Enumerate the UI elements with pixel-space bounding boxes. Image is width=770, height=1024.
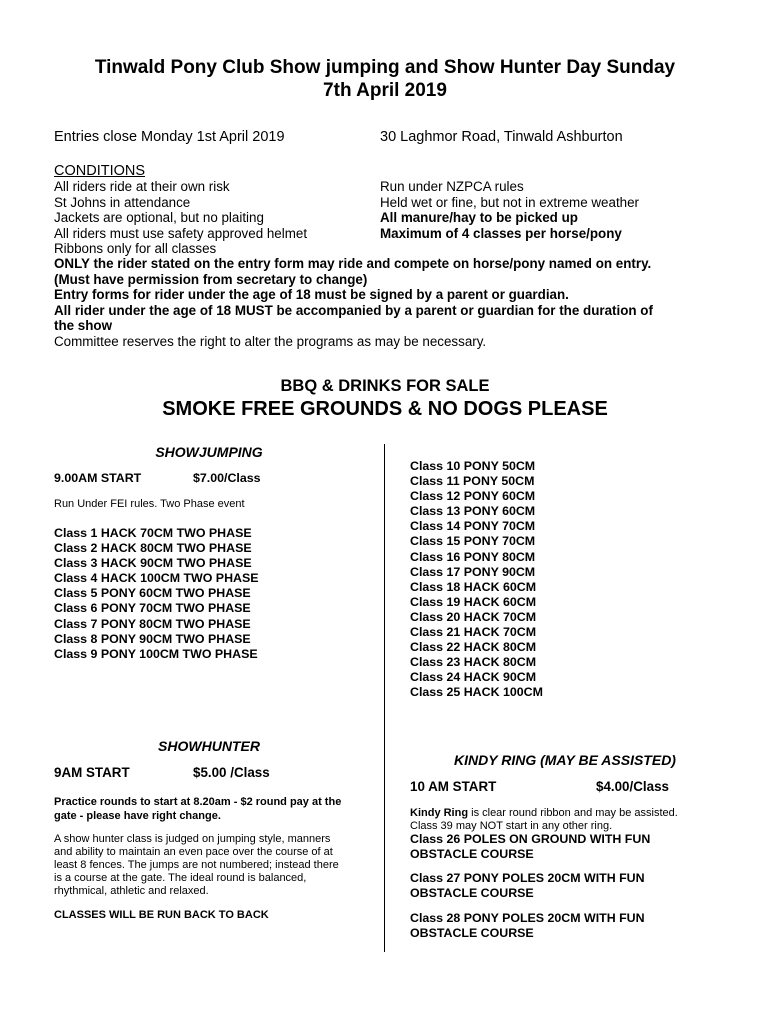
condition-item: All riders must use safety approved helmet (54, 225, 308, 241)
class-item: Class 15 PONY 70CM (410, 534, 536, 549)
description-line: A show hunter class is judged on jumping style, manners (54, 833, 331, 845)
kindy-start: 10 AM START (410, 779, 497, 794)
class-item: Class 22 HACK 80CM (410, 640, 537, 655)
bold-note: the show (54, 318, 113, 333)
class-item: Class 17 PONY 90CM (410, 564, 536, 579)
class-item-continued: OBSTACLE COURSE (410, 926, 534, 941)
class-item: Class 8 PONY 90CM TWO PHASE (54, 631, 251, 646)
class-item: Class 28 PONY POLES 20CM WITH FUN (410, 911, 645, 925)
showjumping-classes-left (54, 526, 259, 662)
kindy-class-27 (410, 871, 645, 901)
conditions-heading: CONDITIONS (54, 163, 146, 179)
class-item: Class 12 PONY 60CM (410, 489, 536, 504)
class-item: Class 9 PONY 100CM TWO PHASE (54, 646, 258, 661)
condition-item: Held wet or fine, but not in extreme weather (380, 194, 640, 210)
conditions-right-list (380, 179, 639, 241)
bold-note: All rider under the age of 18 MUST be accompanied by a parent or guardian for the duration of (54, 302, 653, 318)
description-line: is a course at the gate. The ideal round is balanced, (54, 872, 307, 884)
title-line-2: 7th April 2019 (323, 80, 447, 101)
showhunter-price: $5.00 /Class (193, 765, 270, 780)
class-item: Class 20 HACK 70CM (410, 609, 537, 624)
description-line: and ability to maintain an even pace over the course of at (54, 846, 333, 858)
bold-note: Entry forms for rider under the age of 18 must be signed by a parent or guardian. (54, 287, 569, 302)
showjumping-start: 9.00AM START (54, 471, 142, 485)
class-item: Class 19 HACK 60CM (410, 594, 537, 609)
kindy-note-bold: Kindy Ring (410, 807, 469, 819)
class-item-continued: OBSTACLE COURSE (410, 886, 534, 901)
description-line: rhythmical, athletic and relaxed. (54, 885, 209, 897)
class-item: Class 1 HACK 70CM TWO PHASE (54, 526, 252, 540)
condition-item: Jackets are optional, but no plaiting (54, 210, 264, 225)
class-item: Class 25 HACK 100CM (410, 685, 543, 700)
kindy-class-26 (410, 832, 650, 862)
class-item: Class 16 PONY 80CM (410, 549, 536, 564)
kindy-heading: KINDY RING (MAY BE ASSISTED) (454, 752, 676, 768)
class-item: Class 3 HACK 90CM TWO PHASE (54, 556, 252, 571)
title-line-1: Tinwald Pony Club Show jumping and Show Hunter Day Sunday (94, 57, 676, 78)
practice-line: gate - please have right change. (54, 810, 221, 822)
back-to-back-note: CLASSES WILL BE RUN BACK TO BACK (54, 909, 269, 921)
class-item: Class 18 HACK 60CM (410, 579, 537, 594)
condition-item: All riders ride at their own risk (54, 179, 230, 194)
showhunter-start: 9AM START (54, 765, 130, 780)
condition-item: St Johns in attendance (54, 194, 191, 210)
bbq-banner: BBQ & DRINKS FOR SALE (280, 377, 490, 395)
conditions-left-list (54, 179, 307, 257)
class-item: Class 10 PONY 50CM (410, 459, 536, 473)
condition-item: All manure/hay to be picked up (380, 210, 578, 225)
kindy-class-28 (410, 911, 645, 941)
address: 30 Laghmor Road, Tinwald Ashburton (380, 129, 623, 145)
class-item: Class 2 HACK 80CM TWO PHASE (54, 541, 252, 556)
class-item: Class 11 PONY 50CM (410, 474, 535, 489)
class-item: Class 5 PONY 60CM TWO PHASE (54, 586, 251, 601)
showjumping-price: $7.00/Class (193, 471, 261, 485)
practice-line: Practice rounds to start at 8.20am - $2 round pay at the (54, 796, 342, 808)
description-line: least 8 fences. The jumps are not numbered; instead there (54, 859, 339, 871)
class-item: Class 21 HACK 70CM (410, 625, 537, 640)
class-item: Class 23 HACK 80CM (410, 655, 537, 670)
condition-item: Maximum of 4 classes per horse/pony (380, 225, 622, 241)
entries-close: Entries close Monday 1st April 2019 (54, 129, 285, 145)
showhunter-description (54, 833, 339, 898)
showhunter-heading: SHOWHUNTER (158, 738, 260, 754)
showjumping-heading: SHOWJUMPING (155, 444, 263, 460)
kindy-note-line2: Class 39 may NOT start in any other ring. (410, 820, 613, 832)
condition-item: Ribbons only for all classes (54, 241, 217, 256)
showjumping-rules: Run Under FEI rules. Two Phase event (54, 498, 245, 510)
class-item: Class 7 PONY 80CM TWO PHASE (54, 616, 251, 631)
showhunter-practice-note (54, 795, 341, 823)
class-item: Class 4 HACK 100CM TWO PHASE (54, 571, 259, 586)
smoke-free-banner: SMOKE FREE GROUNDS & NO DOGS PLEASE (162, 398, 608, 420)
class-item-continued: OBSTACLE COURSE (410, 847, 534, 862)
class-item: Class 24 HACK 90CM (410, 670, 537, 685)
page-title (40, 56, 730, 102)
showjumping-classes-right (410, 459, 543, 701)
bold-note: ONLY the rider stated on the entry form may ride and compete on horse/pony named on entry. (54, 256, 652, 271)
class-item: Class 6 PONY 70CM TWO PHASE (54, 601, 251, 616)
committee-note: Committee reserves the right to alter the programs as may be necessary. (54, 334, 487, 349)
class-item: Class 27 PONY POLES 20CM WITH FUN (410, 871, 645, 885)
conditions-bold-notes (54, 256, 653, 334)
kindy-price: $4.00/Class (596, 779, 669, 794)
class-item: Class 26 POLES ON GROUND WITH FUN (410, 832, 651, 846)
class-item: Class 14 PONY 70CM (410, 519, 536, 534)
kindy-note-rest: is clear round ribbon and may be assisted. (468, 807, 678, 819)
bold-note: (Must have permission from secretary to change) (54, 271, 368, 287)
kindy-note (410, 807, 678, 833)
condition-item: Run under NZPCA rules (380, 179, 524, 194)
column-divider (384, 444, 385, 952)
class-item: Class 13 PONY 60CM (410, 504, 536, 519)
